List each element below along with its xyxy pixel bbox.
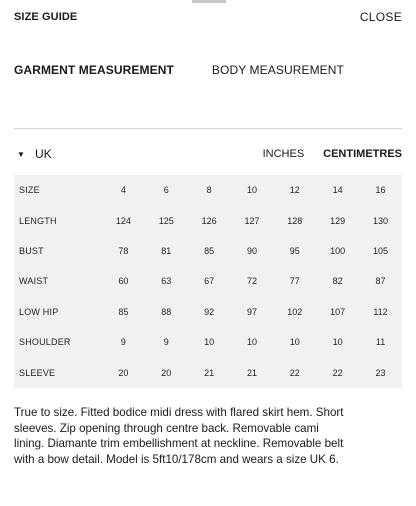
row-label: WAIST [19, 276, 49, 287]
row-label: SLEEVE [19, 367, 56, 378]
table-row [14, 175, 402, 205]
table-cell: 6 [163, 185, 169, 196]
row-label: BUST [19, 246, 44, 257]
table-cell: 20 [161, 367, 172, 378]
size-guide-header [14, 9, 402, 25]
table-row [14, 297, 402, 327]
table-row [14, 205, 402, 235]
table-cell: 87 [375, 276, 386, 287]
row-label: LOW HIP [19, 306, 59, 317]
table-cell: 12 [289, 185, 300, 196]
table-cell: 20 [118, 367, 129, 378]
table-cell: 128 [287, 215, 303, 226]
table-cell: 63 [161, 276, 172, 287]
page-title: SIZE GUIDE [14, 11, 78, 23]
table-row [14, 236, 402, 266]
table-cell: 77 [289, 276, 300, 287]
region-label: UK [35, 147, 52, 161]
table-cell: 78 [118, 246, 129, 257]
table-row [14, 266, 402, 296]
table-cell: 85 [204, 246, 215, 257]
table-cell: 82 [332, 276, 343, 287]
table-cell: 10 [246, 185, 257, 196]
table-cell: 102 [287, 306, 303, 317]
table-row [14, 358, 402, 388]
table-cell: 21 [204, 367, 215, 378]
region-select[interactable] [14, 147, 52, 161]
product-description: True to size. Fitted bodice midi dress with flared skirt hem. Short sleeves. Zip opening through centre back. Removable cami lining. Diamante trim embellishment at neckline. Removable belt with a bow detail. Model is 5ft10/178cm and wears a size UK 6. [14, 406, 344, 466]
unit-centimetres-button[interactable]: CENTIMETRES [323, 148, 402, 160]
table-cell: 97 [246, 306, 257, 317]
table-cell: 22 [289, 367, 300, 378]
table-cell: 9 [163, 337, 169, 348]
row-label: SHOULDER [19, 337, 71, 348]
table-cell: 124 [115, 215, 131, 226]
tab-body-measurement[interactable]: BODY MEASUREMENT [211, 63, 344, 77]
table-cell: 129 [330, 215, 346, 226]
table-cell: 60 [118, 276, 129, 287]
table-cell: 90 [246, 246, 257, 257]
table-cell: 112 [373, 306, 388, 317]
table-cell: 88 [161, 306, 172, 317]
table-cell: 22 [332, 367, 343, 378]
unit-toggle [263, 148, 402, 160]
table-cell: 23 [375, 367, 386, 378]
size-table [14, 175, 402, 388]
table-cell: 100 [330, 246, 346, 257]
table-cell: 10 [289, 337, 300, 348]
table-cell: 21 [246, 367, 257, 378]
row-label: LENGTH [19, 215, 57, 226]
table-cell: 85 [118, 306, 129, 317]
table-cell: 67 [204, 276, 215, 287]
table-cell: 107 [330, 306, 346, 317]
tab-garment-measurement[interactable]: GARMENT MEASUREMENT [14, 63, 174, 77]
table-cell: 10 [332, 337, 343, 348]
table-cell: 10 [204, 337, 215, 348]
measurement-tabs [14, 62, 344, 78]
table-cell: 125 [158, 215, 174, 226]
table-cell: 9 [120, 337, 126, 348]
table-cell: 127 [244, 215, 260, 226]
table-controls [14, 146, 402, 162]
table-cell: 81 [161, 246, 172, 257]
table-cell: 92 [204, 306, 215, 317]
row-label: SIZE [19, 185, 40, 196]
drag-handle[interactable] [192, 0, 226, 3]
table-cell: 126 [201, 215, 217, 226]
table-cell: 95 [289, 246, 300, 257]
table-cell: 4 [120, 185, 126, 196]
table-cell: 130 [373, 215, 389, 226]
table-cell: 10 [246, 337, 257, 348]
close-button[interactable]: CLOSE [359, 10, 402, 24]
table-cell: 8 [206, 185, 212, 196]
unit-inches-button[interactable]: INCHES [262, 148, 305, 160]
table-cell: 14 [332, 185, 343, 196]
divider [14, 128, 402, 129]
table-cell: 16 [375, 185, 386, 196]
caret-down-icon: ▼ [17, 149, 25, 159]
size-table-body [14, 175, 402, 388]
table-cell: 72 [246, 276, 257, 287]
table-cell: 105 [373, 246, 389, 257]
table-row [14, 327, 402, 357]
table-cell: 11 [375, 337, 386, 348]
